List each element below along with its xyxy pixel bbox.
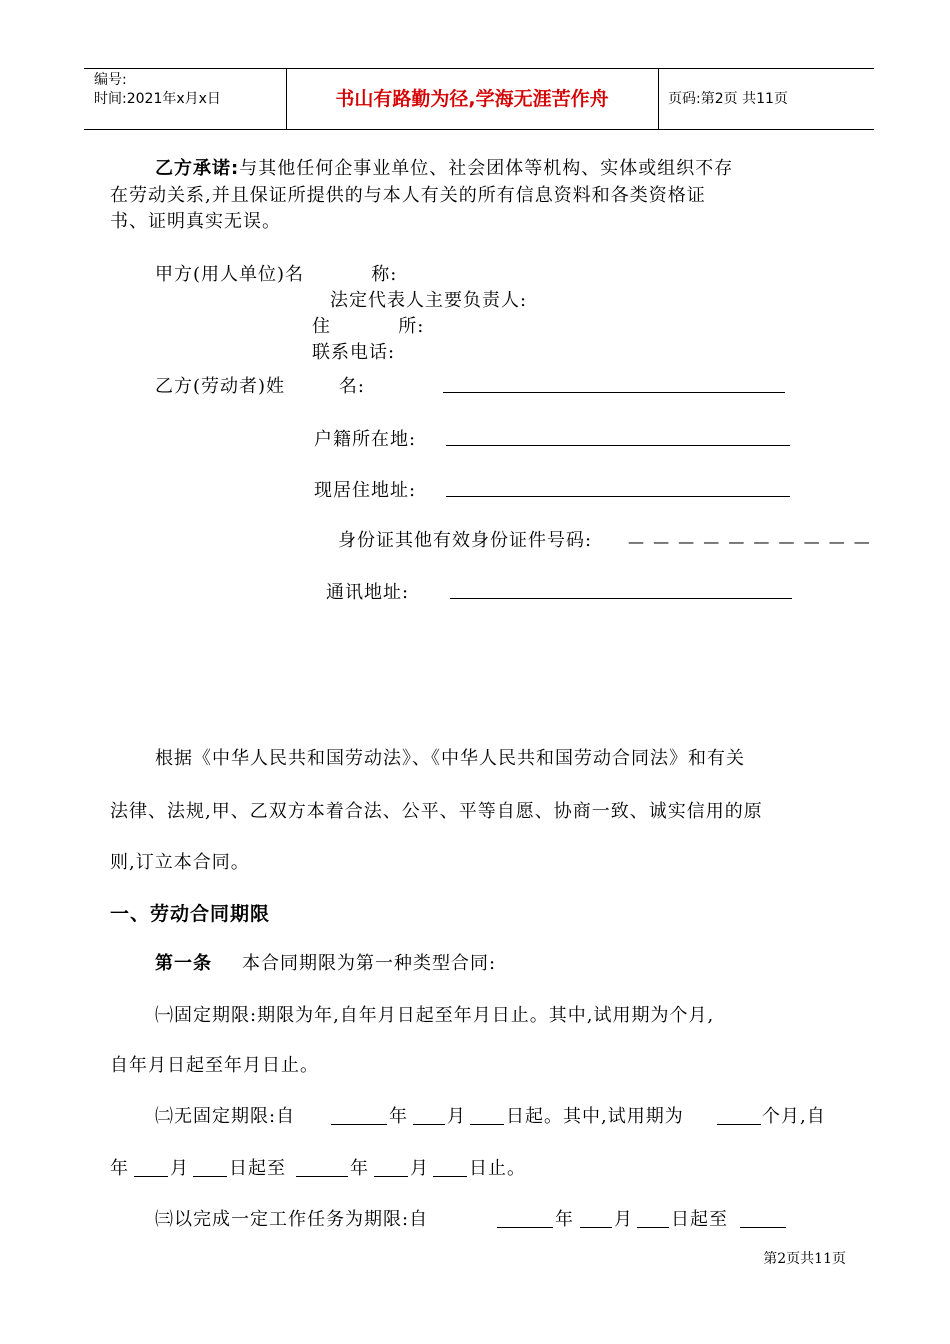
fixed-term-line-2: 自年月日起至年月日止。 xyxy=(110,1055,319,1076)
probation-month-label: 月 xyxy=(170,1158,189,1179)
promise-line-3: 书、证明真实无误。 xyxy=(110,211,281,232)
open-month-label: 月 xyxy=(447,1106,466,1127)
task-year-label: 年 xyxy=(555,1209,574,1230)
page-header xyxy=(84,68,874,130)
open-day-label: 日起。其中,试用期为 xyxy=(506,1106,684,1127)
probation-months-field[interactable] xyxy=(717,1102,761,1125)
party-a-phone-label: 联系电话: xyxy=(312,342,396,363)
probation-end-year-label: 年 xyxy=(350,1158,369,1179)
fixed-term-line-1: ㈠固定期限:期限为年,自年月日起至年月日止。其中,试用期为个月, xyxy=(155,1005,715,1026)
task-end-field[interactable] xyxy=(740,1205,786,1228)
party-a-name-label: 甲方(用人单位)名 称: xyxy=(155,264,398,285)
number-label: 编号: xyxy=(94,72,127,88)
party-b-id-label: 身份证其他有效身份证件号码: xyxy=(338,530,593,551)
party-b-residence-label: 现居住地址: xyxy=(314,480,417,501)
open-term-prefix: ㈡无固定期限:自 xyxy=(155,1106,296,1127)
open-year-label: 年 xyxy=(389,1106,408,1127)
probation-end-month-field[interactable] xyxy=(374,1154,408,1177)
task-day-label: 日起至 xyxy=(671,1209,728,1230)
party-b-name-label: 乙方(劳动者)姓 名: xyxy=(155,376,365,397)
party-a-rep-label: 法定代表人主要负责人: xyxy=(330,290,528,311)
promise-text: 与其他任何企事业单位、社会团体等机构、实体或组织不存 xyxy=(239,158,734,179)
probation-year-label: 年 xyxy=(110,1158,129,1179)
header-meta xyxy=(94,71,221,109)
open-start-day-field[interactable] xyxy=(470,1102,504,1125)
promise-line-1 xyxy=(155,154,733,180)
open-start-month-field[interactable] xyxy=(413,1102,445,1125)
task-start-month-field[interactable] xyxy=(580,1205,612,1228)
party-b-name-field[interactable] xyxy=(443,370,785,393)
promise-label: 乙方承诺: xyxy=(155,158,240,179)
intro-line-1: 根据《中华人民共和国劳动法》、《中华人民共和国劳动合同法》和有关 xyxy=(155,748,745,769)
article-1-text: 本合同期限为第一种类型合同: xyxy=(242,953,497,974)
probation-end-year-field[interactable] xyxy=(296,1154,348,1177)
probation-end-day-field[interactable] xyxy=(433,1154,467,1177)
article-1-label: 第一条 xyxy=(155,953,212,974)
party-b-hukou-field[interactable] xyxy=(446,423,790,446)
intro-line-2: 法律、法规,甲、乙双方本着合法、公平、平等自愿、协商一致、诚实信用的原 xyxy=(110,801,763,822)
task-term-prefix: ㈢以完成一定工作任务为期限:自 xyxy=(155,1209,429,1230)
open-start-year-field[interactable] xyxy=(331,1102,387,1125)
task-start-year-field[interactable] xyxy=(497,1205,553,1228)
probation-day-label: 日起至 xyxy=(229,1158,286,1179)
probation-start-month-field[interactable] xyxy=(134,1154,168,1177)
party-a-address-label: 住 所: xyxy=(312,316,425,337)
time-label: 时间:2021年x月x日 xyxy=(94,91,221,107)
party-b-id-field[interactable]: — — — — — — — — — — xyxy=(628,532,872,551)
promise-line-2: 在劳动关系,并且保证所提供的与本人有关的所有信息资料和各类资格证 xyxy=(110,185,706,206)
article-1 xyxy=(155,949,496,975)
party-b-residence-field[interactable] xyxy=(446,474,790,497)
intro-line-3: 则,订立本合同。 xyxy=(110,852,250,873)
task-month-label: 月 xyxy=(614,1209,633,1230)
header-page-number: 页码:第2页 共11页 xyxy=(668,91,788,107)
probation-months-label: 个月,自 xyxy=(762,1106,826,1127)
header-divider xyxy=(658,69,659,129)
probation-start-day-field[interactable] xyxy=(193,1154,227,1177)
header-motto: 书山有路勤为径,学海无涯苦作舟 xyxy=(335,88,609,110)
party-b-mail-field[interactable] xyxy=(450,576,792,599)
page-footer: 第2页共11页 xyxy=(763,1251,846,1267)
task-start-day-field[interactable] xyxy=(637,1205,669,1228)
party-b-mail-label: 通讯地址: xyxy=(326,582,410,603)
party-b-hukou-label: 户籍所在地: xyxy=(314,429,417,450)
section-1-title: 一、劳动合同期限 xyxy=(110,903,271,925)
probation-end-month-label: 月 xyxy=(410,1158,429,1179)
probation-end-label: 日止。 xyxy=(469,1158,526,1179)
